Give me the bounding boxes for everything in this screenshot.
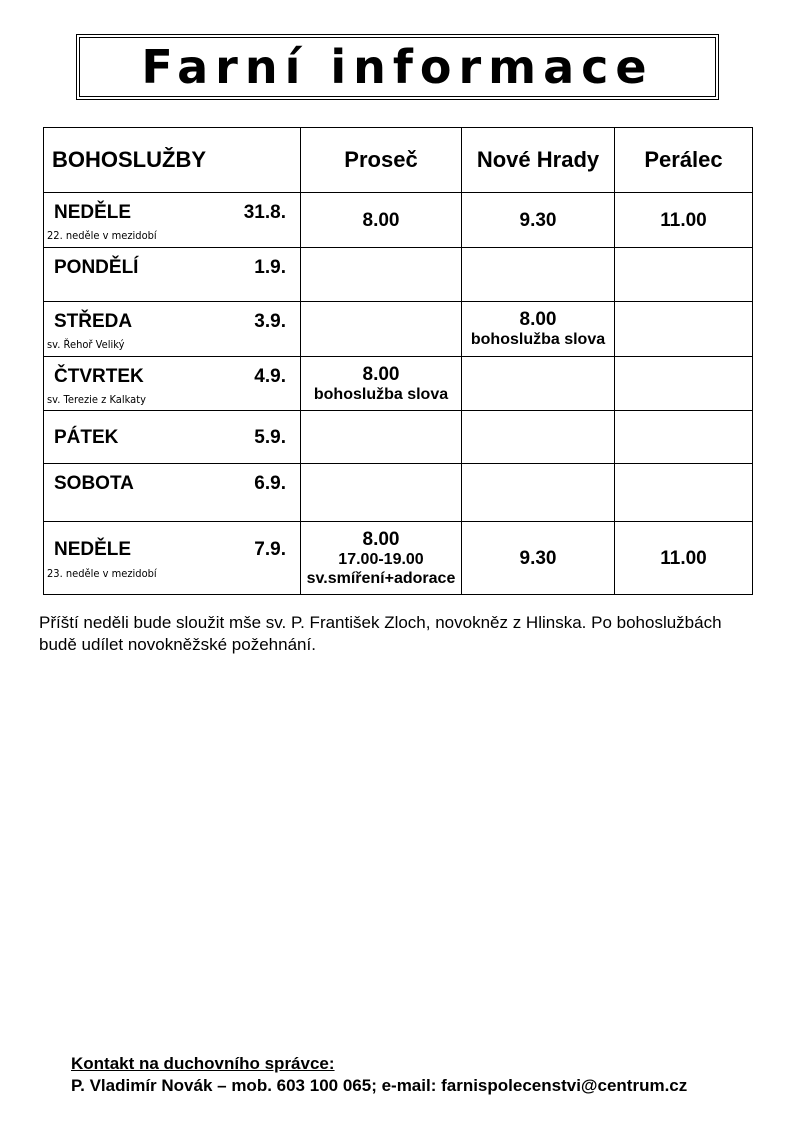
slot-prosec bbox=[301, 193, 462, 248]
table-row bbox=[44, 248, 753, 302]
slot-prosec bbox=[301, 357, 462, 411]
slot-prosec bbox=[301, 522, 462, 595]
day-note: 22. neděle v mezidobí bbox=[47, 229, 157, 242]
table-row bbox=[44, 193, 753, 248]
service-time: 8.00 bbox=[362, 528, 400, 550]
slot-peralec bbox=[615, 411, 753, 464]
table-row bbox=[44, 357, 753, 411]
slot-nove-hrady bbox=[462, 522, 615, 595]
contact-block bbox=[71, 1053, 687, 1097]
day-cell bbox=[44, 411, 301, 464]
service-time: 11.00 bbox=[660, 209, 707, 231]
slot-nove-hrady bbox=[462, 302, 615, 357]
slot-peralec bbox=[615, 464, 753, 522]
day-date: 4.9. bbox=[254, 366, 286, 387]
service-time: 8.00 bbox=[362, 209, 400, 231]
title-box bbox=[76, 34, 719, 100]
day-cell bbox=[44, 302, 301, 357]
slot-prosec bbox=[301, 248, 462, 302]
day-date: 3.9. bbox=[254, 311, 286, 332]
header-peralec: Perálec bbox=[615, 128, 753, 193]
day-name: PONDĚLÍ bbox=[54, 257, 139, 278]
day-name: NEDĚLE bbox=[54, 202, 132, 223]
slot-nove-hrady bbox=[462, 357, 615, 411]
service-note: bohoslužba slova bbox=[470, 331, 606, 348]
service-time: 9.30 bbox=[519, 209, 557, 231]
day-cell bbox=[44, 464, 301, 522]
title-frame bbox=[79, 37, 716, 97]
header-prosec: Proseč bbox=[301, 128, 462, 193]
contact-line: P. Vladimír Novák – mob. 603 100 065; e-mail: farnispolecenstvi@centrum.cz bbox=[71, 1076, 688, 1095]
contact-heading: Kontakt na duchovního správce: bbox=[71, 1054, 335, 1073]
day-name: NEDĚLE bbox=[54, 539, 132, 560]
slot-prosec bbox=[301, 411, 462, 464]
day-date: 6.9. bbox=[254, 473, 286, 494]
slot-nove-hrady bbox=[462, 411, 615, 464]
day-cell bbox=[44, 522, 301, 595]
announcement-text: Příští neděli bude sloužit mše sv. P. František Zloch, novokněz z Hlinska. Po bohoslužbách budě udílet novokněžské požehnání. bbox=[39, 613, 722, 654]
slot-peralec bbox=[615, 357, 753, 411]
slot-prosec bbox=[301, 302, 462, 357]
service-note: 17.00-19.00 bbox=[338, 550, 424, 568]
slot-nove-hrady bbox=[462, 193, 615, 248]
day-name: STŘEDA bbox=[54, 311, 133, 332]
day-date: 7.9. bbox=[254, 539, 286, 560]
day-cell bbox=[44, 248, 301, 302]
page-title: Farní informace bbox=[141, 40, 654, 94]
slot-peralec bbox=[615, 248, 753, 302]
header-nove-hrady: Nové Hrady bbox=[462, 128, 615, 193]
schedule-table bbox=[43, 127, 753, 595]
day-cell bbox=[44, 357, 301, 411]
day-note: sv. Řehoř Veliký bbox=[47, 338, 125, 351]
slot-peralec bbox=[615, 193, 753, 248]
day-date: 31.8. bbox=[243, 202, 286, 223]
table-row bbox=[44, 302, 753, 357]
table-row bbox=[44, 411, 753, 464]
day-date: 1.9. bbox=[254, 257, 286, 278]
service-time: 9.30 bbox=[519, 547, 557, 569]
service-note: sv.smíření+adorace bbox=[306, 569, 456, 587]
day-name: SOBOTA bbox=[54, 473, 134, 494]
table-header-row bbox=[44, 128, 753, 193]
header-services: BOHOSLUŽBY bbox=[44, 128, 301, 193]
day-note: 23. neděle v mezidobí bbox=[47, 567, 157, 580]
slot-nove-hrady bbox=[462, 464, 615, 522]
slot-peralec bbox=[615, 522, 753, 595]
day-cell bbox=[44, 193, 301, 248]
slot-prosec bbox=[301, 464, 462, 522]
table-row bbox=[44, 464, 753, 522]
day-note: sv. Terezie z Kalkaty bbox=[47, 393, 146, 406]
service-time: 11.00 bbox=[660, 547, 707, 569]
service-time: 8.00 bbox=[362, 363, 400, 385]
day-date: 5.9. bbox=[254, 427, 286, 448]
service-note: bohoslužba slova bbox=[313, 385, 449, 403]
day-name: PÁTEK bbox=[54, 427, 119, 448]
service-time: 8.00 bbox=[519, 309, 557, 330]
slot-nove-hrady bbox=[462, 248, 615, 302]
day-name: ČTVRTEK bbox=[54, 366, 144, 387]
slot-peralec bbox=[615, 302, 753, 357]
table-row bbox=[44, 522, 753, 595]
